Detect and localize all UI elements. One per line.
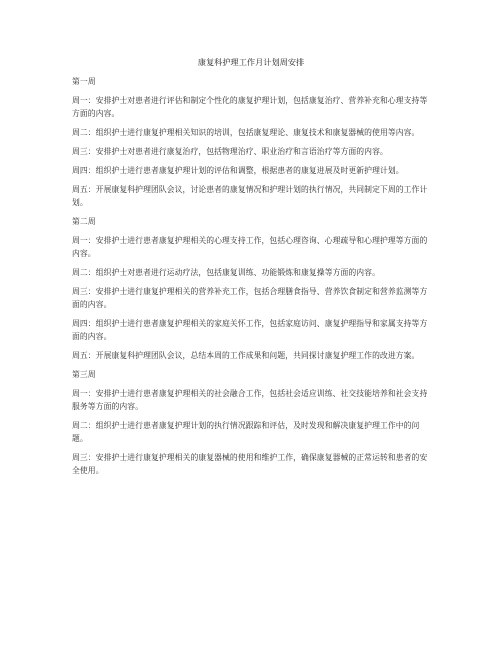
day-paragraph: 周二：组织护士进行患者康复护理计划的执行情况跟踪和评估，及时发现和解决康复护理工作中的问题。 xyxy=(72,421,420,443)
day-paragraph: 周五：开展康复科护理团队会议，总结本周的工作成果和问题，共同探讨康复护理工作的改进方案。 xyxy=(72,351,420,360)
week-heading: 第一周 xyxy=(72,77,96,86)
week-heading: 第三周 xyxy=(72,370,96,379)
day-paragraph: 周三：安排护士进行康复护理相关的营养补充工作，包括合理膳食指导、营养饮食制定和营养监测等方面的内容。 xyxy=(72,287,428,309)
day-paragraph: 周三：安排护士对患者进行康复治疗，包括物理治疗、职业治疗和言语治疗等方面的内容。 xyxy=(72,147,388,156)
day-paragraph: 周一：安排护士对患者进行评估和制定个性化的康复护理计划，包括康复治疗、营养补充和心理支持等方面的内容。 xyxy=(72,96,428,118)
document-body xyxy=(72,74,434,483)
week-section xyxy=(72,368,434,477)
week-section xyxy=(72,75,434,209)
document-title: 康复科护理工作月计划周安排 xyxy=(197,57,305,67)
day-paragraph: 周三：安排护士进行康复护理相关的康复器械的使用和维护工作，确保康复器械的正常运转和患者的安全使用。 xyxy=(72,453,428,475)
day-paragraph: 周四：组织护士进行患者康复护理计划的评估和调整，根据患者的康复进展及时更新护理计划。 xyxy=(72,166,404,175)
day-paragraph: 周二：组织护士进行康复护理相关知识的培训，包括康复理论、康复技术和康复器械的使用等内容。 xyxy=(72,128,420,137)
day-paragraph: 周五：开展康复科护理团队会议，讨论患者的康复情况和护理计划的执行情况，共同制定下周的工作计划。 xyxy=(72,185,428,207)
day-paragraph: 周一：安排护士进行患者康复护理相关的社会融合工作，包括社会适应训练、社交技能培养和社会支持服务等方面的内容。 xyxy=(72,389,428,411)
day-paragraph: 周一：安排护士进行患者康复护理相关的心理支持工作，包括心理咨询、心理疏导和心理护理等方面的内容。 xyxy=(72,236,428,258)
week-heading: 第二周 xyxy=(72,217,96,226)
day-paragraph: 周二：组织护士对患者进行运动疗法，包括康复训练、功能锻炼和康复操等方面的内容。 xyxy=(72,268,380,277)
day-paragraph: 周四：组织护士进行患者康复护理相关的家庭关怀工作，包括家庭访问、康复护理指导和家属支持等方面的内容。 xyxy=(72,319,428,341)
week-section xyxy=(72,215,434,362)
